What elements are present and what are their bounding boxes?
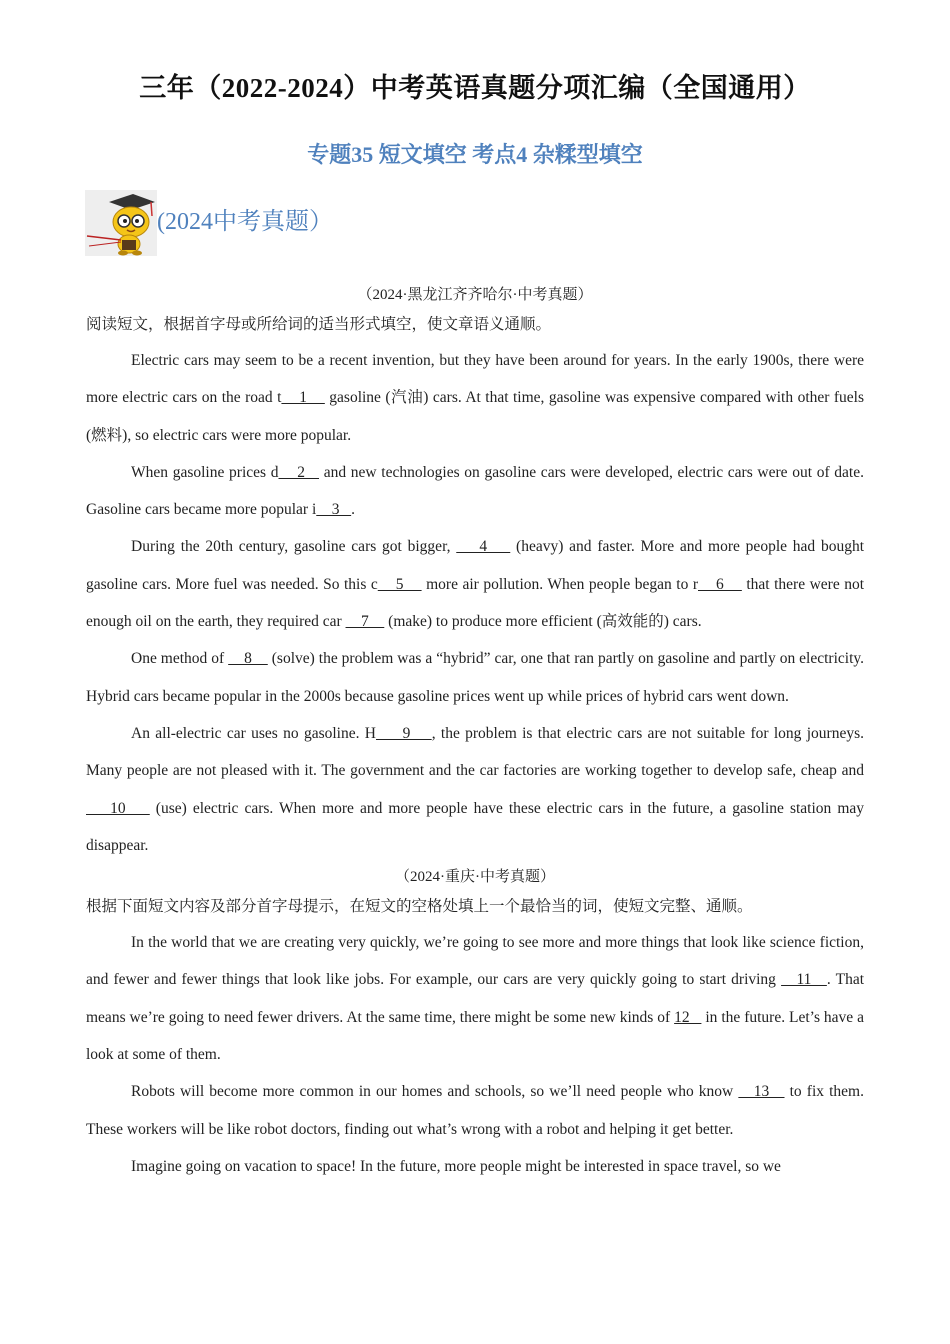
section-heading — [85, 190, 333, 256]
text-segment: One method of — [131, 650, 229, 668]
text-segment: (use) electric cars. When more and more people have these electric cars in the future, a gasoline station may disappear. — [86, 799, 864, 854]
passage1-paragraph-1 — [86, 342, 864, 454]
passage1-source: （2024·黑龙江齐齐哈尔·中考真题） — [357, 287, 593, 303]
text-segment: (solve) the problem was a “hybrid” car, one that ran partly on gasoline and partly on electricity. Hybrid cars became popular in the 2000s because gasoline prices went up while prices of hybrid cars went down. — [86, 650, 865, 705]
blank-11: 11 — [781, 971, 827, 989]
blank-13: 13 — [738, 1083, 785, 1101]
passage1-paragraph-2 — [86, 454, 864, 529]
passage2-paragraph-1 — [86, 924, 864, 1073]
text-segment: (heavy) and faster. More and more people had bought gasoline cars. More fuel was needed. So this c — [86, 538, 864, 593]
passage1-instruction: 阅读短文，根据首字母或所给词的适当形式填空，使文章语义通顺。 — [86, 316, 552, 333]
blank-8: 8 — [228, 650, 268, 668]
text-segment: In the world that we are creating very quickly, we’re going to see more and more things that look like science fiction, and fewer and fewer things that look like jobs. For example, our cars are very quickly going to start driving — [86, 934, 864, 989]
passage2-instruction: 根据下面短文内容及部分首字母提示，在短文的空格处填上一个最恰当的词，使短文完整、通顺。 — [86, 898, 753, 916]
passage1-paragraph-4 — [86, 640, 864, 715]
text-segment: During the 20th century, gasoline cars got bigger, — [131, 538, 457, 556]
blank-6: 6 — [698, 575, 742, 593]
section-label: (2024中考真题） — [157, 208, 333, 235]
text-segment: in the future. Let’s have a look at some of them. — [86, 1008, 864, 1064]
text-segment: to fix them. These workers will be like robot doctors, finding out what’s wrong with a robot and helping it get better. — [86, 1083, 864, 1138]
blank-9: 9 — [376, 724, 432, 742]
text-segment: and new technologies on gasoline cars were developed, electric cars were out of date. Gasoline cars became more popular i — [86, 463, 864, 519]
text-segment: (make) to produce more efficient (高效能的) cars. — [384, 613, 702, 631]
passage2-paragraph-2 — [86, 1073, 864, 1148]
blank-12: 12 — [674, 1008, 702, 1026]
text-segment: Imagine going on vacation to space! In the future, more people might be interested in space travel, so we — [131, 1157, 781, 1175]
text-segment: Robots will become more common in our homes and schools, so we’ll need people who know — [131, 1083, 739, 1101]
text-segment: gasoline (汽油) cars. At that time, gasoline was expensive compared with other fuels (燃料), so electric cars were more popular. — [86, 389, 864, 444]
document-body — [86, 282, 864, 1185]
text-segment: When gasoline prices d — [131, 463, 279, 481]
blank-7: 7 — [345, 613, 385, 631]
blank-2: 2 — [278, 463, 320, 481]
blank-5: 5 — [377, 575, 422, 593]
text-segment: more air pollution. When people began to r — [421, 575, 698, 593]
text-segment: An all-electric car uses no gasoline. H — [131, 724, 376, 742]
passage2-source: （2024·重庆·中考真题） — [395, 869, 555, 886]
blank-4: 4 — [456, 538, 511, 556]
page-title: 三年（2022-2024）中考英语真题分项汇编（全国通用） — [139, 73, 811, 103]
text-segment: , the problem is that electric cars are not suitable for long journeys. Many people are not pleased with it. The government and the car factories are working together to develop safe, cheap and — [86, 724, 865, 780]
blank-3: 3 — [316, 501, 352, 519]
text-segment: . — [351, 501, 356, 519]
passage2-paragraph-3 — [86, 1148, 864, 1185]
blank-10: 10 — [86, 799, 150, 817]
text-segment: that there were not enough oil on the earth, they required car — [86, 575, 865, 631]
text-segment: . That means we’re going to need fewer drivers. At the same time, there might be some new kinds of — [86, 971, 864, 1026]
text-segment: Electric cars may seem to be a recent invention, but they have been around for years. In the early 1900s, there were more electric cars on the road t — [86, 352, 864, 407]
scholar-mascot-icon — [85, 190, 157, 256]
blank-1: 1 — [281, 389, 325, 407]
passage1-paragraph-3 — [86, 528, 864, 640]
passage1-paragraph-5 — [86, 715, 864, 864]
page-subtitle: 专题35 短文填空 考点4 杂糅型填空 — [307, 142, 643, 167]
